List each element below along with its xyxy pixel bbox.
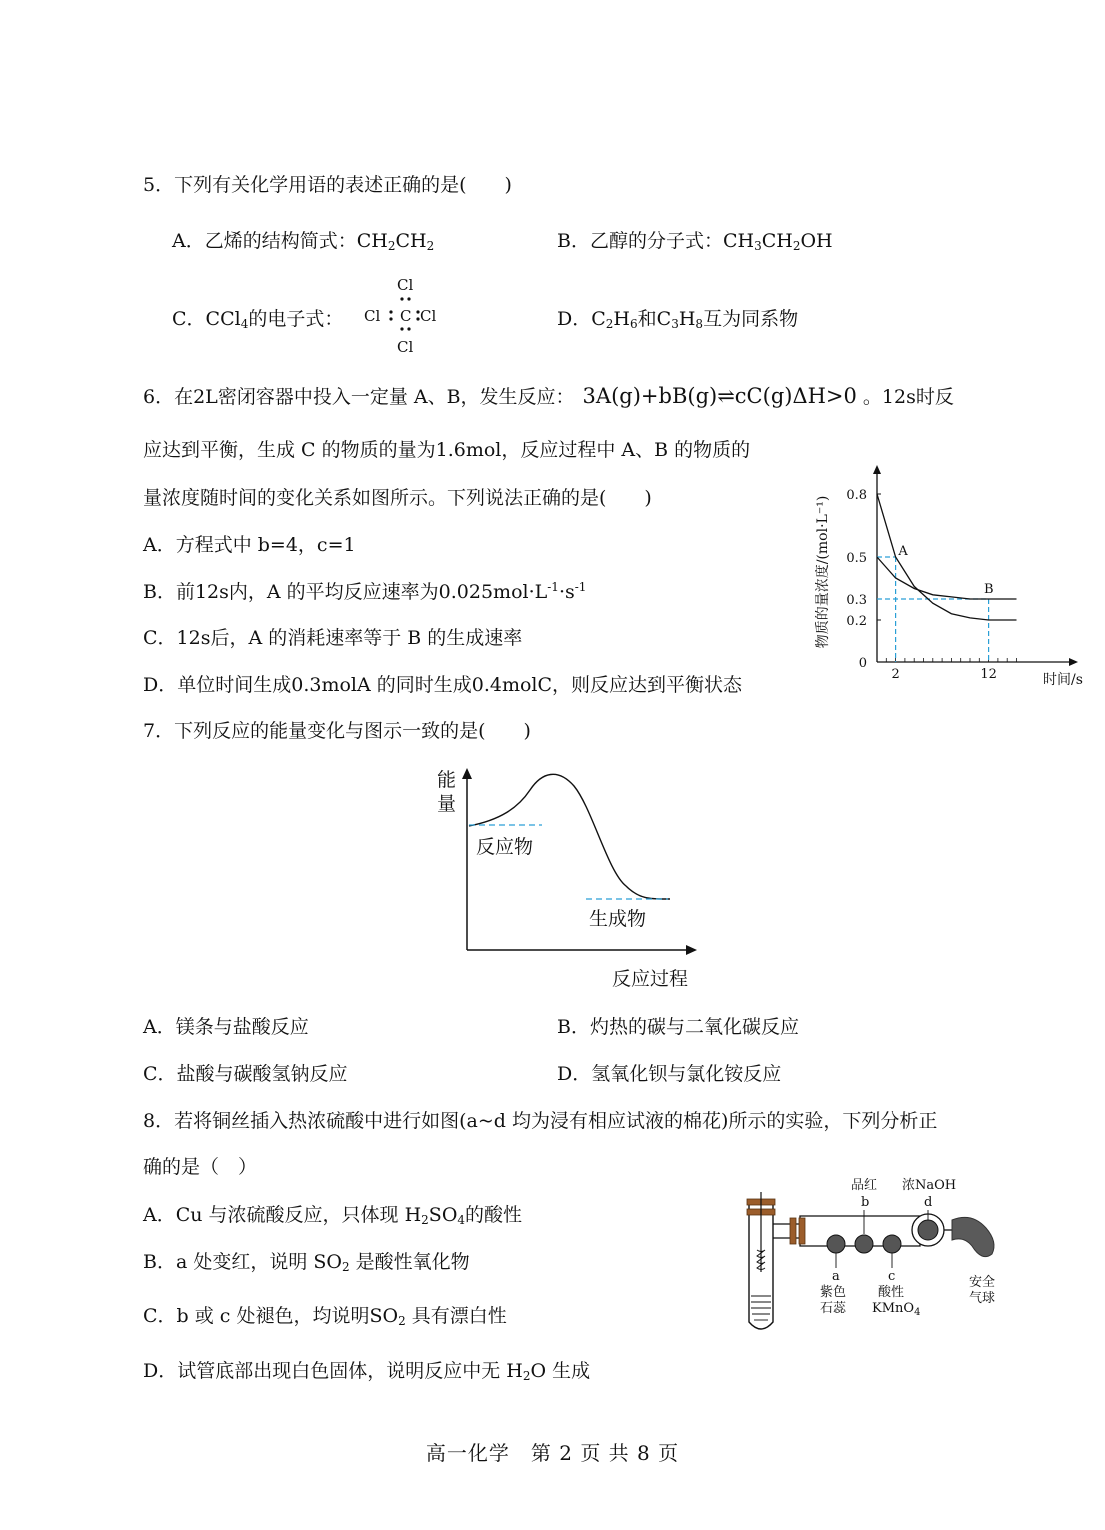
lewis-cl-top: Cl (397, 276, 414, 294)
energy-x-arrow (686, 945, 697, 955)
label-b: b (861, 1195, 870, 1210)
q5-b-label: B．乙醇的分子式： (557, 230, 723, 252)
q8-option-a: A．Cu 与浓硫酸反应，只体现 $H_2SO_4$的酸性 (143, 1204, 523, 1227)
y-tick-label: 0.3 (846, 593, 867, 608)
q5-option-b (557, 228, 833, 254)
q6-option-d: D．单位时间生成0.3molA 的同时生成0.4molC，则反应达到平衡状态 (143, 674, 743, 696)
q5-option-c: C．CCl$_4$的电子式： (172, 308, 344, 331)
q7-option-a: A．镁条与盐酸反应 (143, 1016, 309, 1038)
series-B-label: B (983, 582, 994, 597)
q7-option-d: D．氢氧化钡与氯化铵反应 (557, 1063, 782, 1085)
acid-liquid (751, 1296, 771, 1320)
q5-option-d: D．$C_2H_6$和$C_3H_8$互为同系物 (557, 308, 799, 331)
label-b-name: 品红 (851, 1178, 878, 1193)
y-tick-label: 0.5 (846, 551, 867, 566)
series-A-label: A (898, 544, 908, 559)
conc-x-arrow (1069, 658, 1078, 666)
q8-stem-line2: 确的是（ ） (143, 1156, 258, 1178)
q6-equation: 3A(g)+bB(g)⇌cC(g)ΔH>0 (582, 384, 857, 408)
label-a-line2: 石蕊 (820, 1301, 847, 1316)
product-label: 生成物 (589, 908, 647, 930)
series-B-line (877, 557, 1017, 599)
lewis-electron-dots (360, 272, 460, 362)
conc-y-arrow (873, 465, 881, 474)
q6-stem-line1: 6．在2L密闭容器中投入一定量 A、B，发生反应： 3A(g)+bB(g)⇌cC(g)ΔH>0 。12s时反 (143, 384, 954, 408)
lewis-cl-right: Cl (420, 307, 437, 325)
ccl4-lewis-structure (360, 272, 460, 362)
q6-stem-line2: 应达到平衡，生成 C 的物质的量为1.6mol，反应过程中 A、B 的物质的 (143, 439, 751, 461)
side-stopper-2 (799, 1218, 805, 1244)
label-d: d (924, 1195, 933, 1210)
x-tick-label: 2 (891, 667, 900, 682)
q8-option-c: C．b 或 c 处褪色，均说明$SO_2$ 具有漂白性 (143, 1305, 507, 1328)
q6-stem-line3: 量浓度随时间的变化关系如图所示。下列说法正确的是( ) (143, 487, 652, 509)
label-ball-1: 安全 (969, 1275, 996, 1290)
lewis-c-center: C (400, 307, 412, 325)
cotton-b (855, 1235, 873, 1253)
energy-ylabel: 能量 (437, 769, 457, 815)
side-stopper-1 (790, 1218, 796, 1244)
q8-stem-line1: 8．若将铜丝插入热浓硫酸中进行如图(a~d 均为浸有相应试液的棉花)所示的实验，下列分析正 (143, 1110, 938, 1132)
safety-balloon (952, 1217, 994, 1256)
concentration-time-chart (815, 462, 1095, 694)
q8-option-d: D．试管底部出现白色固体，说明反应中无 $H_2O$ 生成 (143, 1360, 591, 1383)
energy-diagram (430, 762, 720, 994)
cotton-a (827, 1235, 845, 1253)
energy-y-arrow (462, 768, 472, 779)
q5-stem: 5．下列有关化学用语的表述正确的是( ) (143, 174, 512, 196)
y-tick-label: 0.8 (846, 488, 867, 503)
energy-xlabel: 反应过程 (612, 968, 689, 990)
lewis-cl-left: Cl (364, 307, 381, 325)
label-ball-2: 气球 (969, 1291, 996, 1306)
q7-option-c: C．盐酸与碳酸氢钠反应 (143, 1063, 348, 1085)
page-footer: 高一化学 第 2 页 共 8 页 (425, 1441, 680, 1465)
conc-xlabel: 时间/s (1043, 672, 1083, 688)
conc-ylabel: 物质的量浓度/(mol·L⁻¹) (815, 495, 831, 649)
y-tick-label: 0.2 (846, 614, 867, 629)
q5-a-formula: $CH_2CH_2$ (356, 230, 435, 253)
label-a-line1: 紫色 (820, 1285, 847, 1300)
label-c-line2: KMnO$_4$ (872, 1301, 921, 1318)
q7-stem: 7．下列反应的能量变化与图示一致的是( ) (143, 720, 531, 742)
lewis-cl-bottom: Cl (397, 338, 414, 356)
y-tick-label: 0 (858, 656, 867, 671)
q6-option-a: A．方程式中 b=4，c=1 (143, 534, 356, 556)
q5-b-formula: $CH_3CH_2OH$ (722, 230, 833, 253)
q5-option-a (172, 228, 434, 254)
label-c: c (888, 1269, 896, 1284)
q5-a-label: A．乙烯的结构简式： (172, 230, 357, 252)
cotton-c (883, 1235, 901, 1253)
ccl4-formula: CCl$_4$ (205, 308, 249, 331)
q6-option-c: C．12s后，A 的消耗速率等于 B 的生成速率 (143, 627, 523, 649)
cotton-d (918, 1220, 938, 1240)
q7-option-b: B．灼热的碳与二氧化碳反应 (557, 1016, 799, 1038)
label-d-name: 浓NaOH (902, 1178, 957, 1193)
label-c-line1: 酸性 (878, 1285, 905, 1300)
q8-option-b: B．a 处变红，说明 $SO_2$ 是酸性氧化物 (143, 1251, 470, 1274)
x-tick-label: 12 (980, 667, 997, 682)
reactant-label: 反应物 (476, 836, 534, 858)
q6-option-b: B．前12s内，A 的平均反应速率为$0.025mol\cdot L^{-1}\cdot s^{-1}$ (143, 580, 587, 603)
label-a: a (832, 1269, 840, 1284)
